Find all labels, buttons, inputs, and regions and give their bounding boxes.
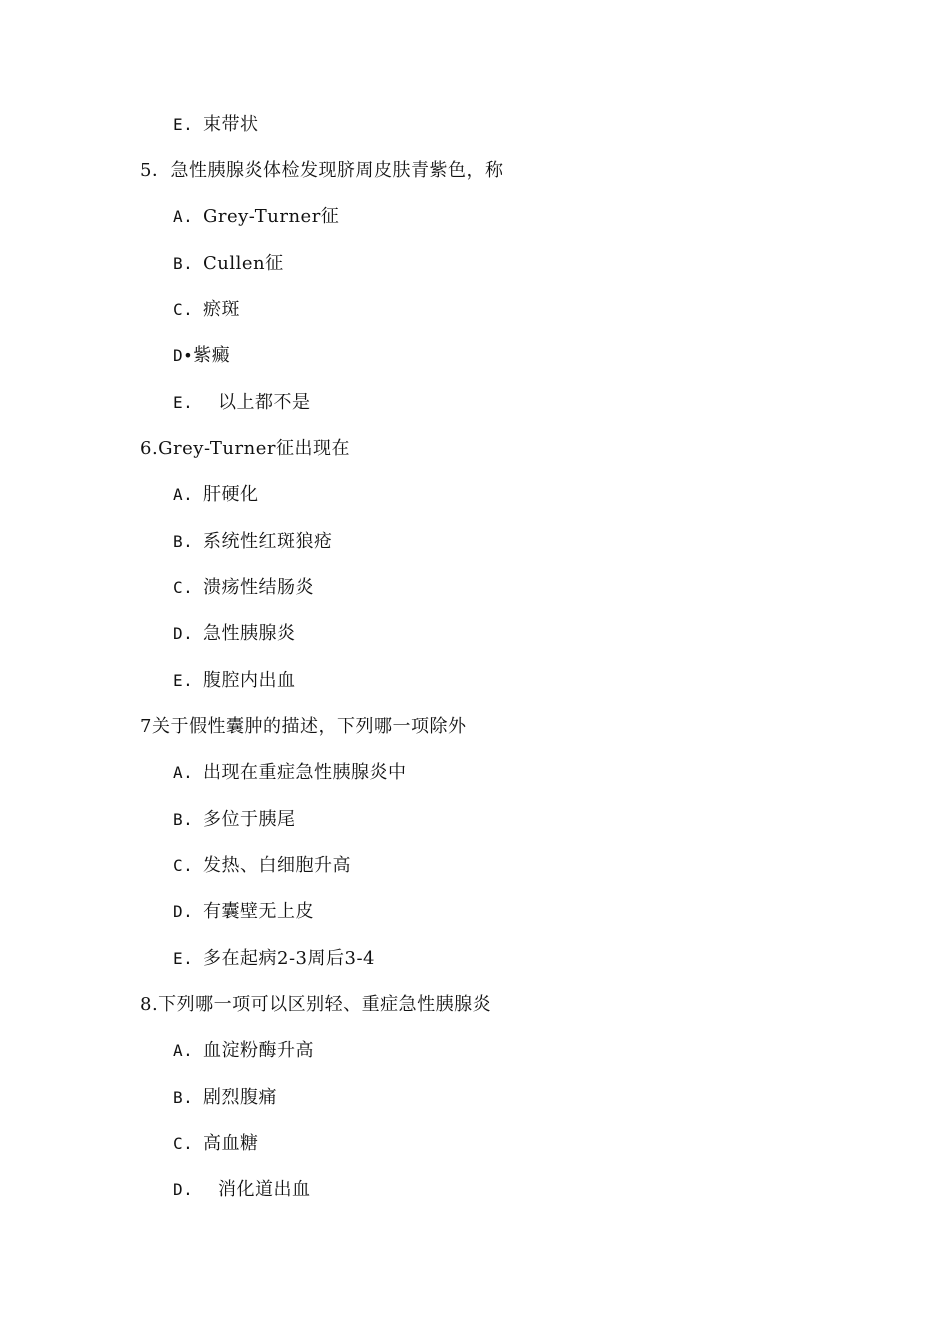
option-line: [173, 805, 296, 835]
option-letter: E.: [173, 671, 194, 690]
option-line: [173, 249, 284, 279]
option-text: 消化道出血: [218, 1179, 311, 1200]
option-letter: D.: [173, 1180, 194, 1199]
option-text: 束带状: [203, 114, 259, 135]
option-text: 瘀斑: [203, 299, 240, 320]
option-letter: A.: [173, 763, 194, 782]
option-letter: E.: [173, 115, 194, 134]
option-text: 剧烈腹痛: [203, 1087, 277, 1108]
option-text: 多位于胰尾: [203, 809, 296, 830]
option-letter: C.: [173, 856, 194, 875]
option-line: [173, 666, 296, 696]
option-text: 急性胰腺炎: [203, 623, 296, 644]
option-letter: A.: [173, 485, 194, 504]
question-line: 7关于假性囊肿的描述，下列哪一项除外: [140, 716, 467, 737]
option-text: 多在起病2-3周后3-4: [203, 948, 375, 969]
option-text: 出现在重症急性胰腺炎中: [203, 762, 407, 783]
option-line: [173, 480, 259, 510]
option-text: 高血糖: [203, 1133, 259, 1154]
option-line: [173, 1175, 311, 1205]
question-line: 6.Grey-Turner征出现在: [140, 438, 350, 459]
option-letter: D.: [173, 624, 194, 643]
option-letter: B.: [173, 810, 194, 829]
option-letter: C.: [173, 300, 194, 319]
option-text: 以上都不是: [218, 392, 311, 413]
option-text: 肝硬化: [203, 484, 259, 505]
option-text: 血淀粉酶升高: [203, 1040, 314, 1061]
option-text: 发热、白细胞升高: [203, 855, 351, 876]
option-line: [173, 1036, 314, 1066]
option-line: [173, 758, 407, 788]
option-letter: B.: [173, 1088, 194, 1107]
option-letter: E.: [173, 393, 194, 412]
option-text: 有囊壁无上皮: [203, 901, 314, 922]
option-letter: A.: [173, 1041, 194, 1060]
option-line: [173, 341, 230, 371]
option-line: [173, 1129, 259, 1159]
option-text: 溃疡性结肠炎: [203, 577, 314, 598]
option-line: [173, 1083, 277, 1113]
option-letter: C.: [173, 578, 194, 597]
option-line: [173, 202, 339, 232]
option-letter: D•: [173, 346, 194, 365]
option-line: [173, 295, 240, 325]
option-line: [173, 573, 314, 603]
option-letter: B.: [173, 254, 194, 273]
option-text: Cullen征: [203, 253, 284, 274]
option-letter: E.: [173, 949, 194, 968]
option-text: Grey-Turner征: [203, 206, 340, 227]
question-line: 5．急性胰腺炎体检发现脐周皮肤青紫色，称: [140, 160, 504, 181]
option-line: [173, 527, 333, 557]
option-letter: A.: [173, 207, 194, 226]
option-line: [173, 110, 259, 140]
option-line: [173, 944, 375, 974]
option-text: 腹腔内出血: [203, 670, 296, 691]
option-line: [173, 619, 296, 649]
option-letter: B.: [173, 532, 194, 551]
question-line: 8.下列哪一项可以区别轻、重症急性胰腺炎: [140, 994, 492, 1015]
option-letter: C.: [173, 1134, 194, 1153]
option-line: [173, 897, 314, 927]
option-text: 紫癜: [193, 345, 231, 366]
option-line: [173, 388, 311, 418]
option-letter: D.: [173, 902, 194, 921]
option-text: 系统性红斑狼疮: [203, 531, 333, 552]
option-line: [173, 851, 351, 881]
